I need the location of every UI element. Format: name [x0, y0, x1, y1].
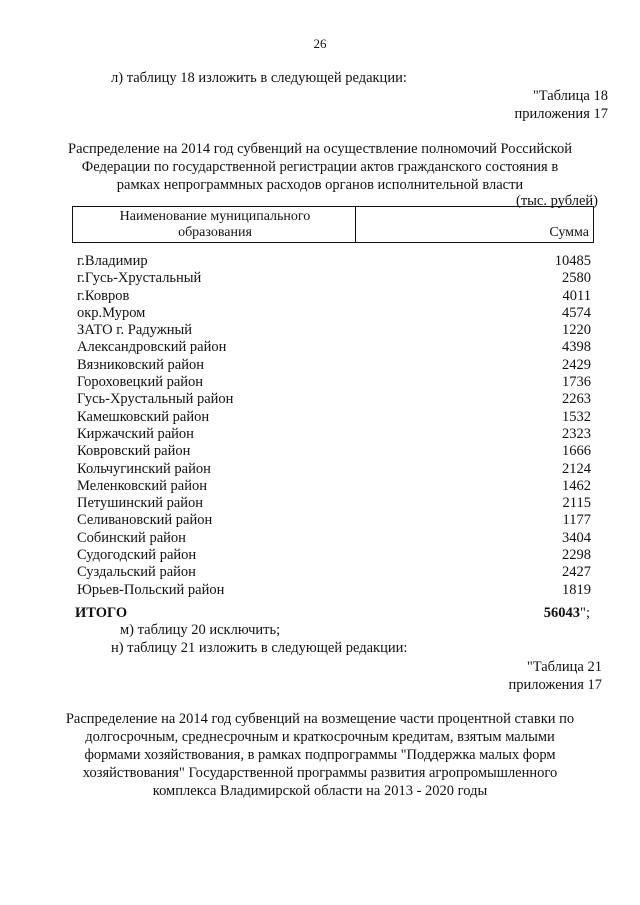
row-value: 2580: [562, 270, 591, 287]
title21-line3: формами хозяйствования, в рамках подпрограммы "Поддержка малых форм: [84, 747, 556, 763]
table-row: [77, 495, 591, 512]
table-row: [77, 288, 591, 305]
title21-line5: комплекса Владимирской области на 2013 - 2020 годы: [152, 783, 488, 799]
section-l: л) таблицу 18 изложить в следующей редакции:: [111, 70, 407, 86]
table-row: [77, 461, 591, 478]
row-name: окр.Муром: [77, 304, 146, 321]
table-row: [77, 253, 591, 270]
row-name: Петушинский район: [77, 495, 204, 512]
row-name: Гусь-Хрустальный район: [77, 391, 234, 408]
total-label: ИТОГО: [75, 605, 128, 621]
title18-line2: Федерации по государственной регистрации актов гражданского состояния в: [81, 159, 559, 175]
row-name: Александровский район: [77, 339, 227, 356]
row-value: 3404: [562, 529, 591, 546]
header-sum-cell: [356, 207, 594, 243]
header-name-line1: Наименование муниципального: [119, 209, 311, 224]
table-row: [77, 322, 591, 339]
row-value: 1177: [562, 512, 591, 529]
title21-line1: Распределение на 2014 год субвенций на возмещение части процентной ставки по: [65, 711, 575, 727]
row-value: 1819: [562, 581, 591, 598]
header-name-text: [73, 209, 357, 241]
row-value: 1532: [562, 408, 591, 425]
row-name: Селивановский район: [77, 512, 213, 529]
row-name: Гороховецкий район: [77, 374, 204, 391]
total-row: [75, 605, 590, 622]
table-row: [77, 305, 591, 322]
row-value: 2298: [562, 547, 591, 564]
row-value: 1666: [562, 443, 591, 460]
row-value: 4011: [562, 287, 591, 304]
row-name: Судогодский район: [77, 547, 197, 564]
table18-ref-line2: приложения 17: [514, 106, 608, 122]
table21-ref-line2: приложения 17: [508, 677, 602, 693]
row-value: 2263: [562, 391, 591, 408]
title18-line3: рамках непрограммных расходов органов исполнительной власти: [116, 177, 524, 193]
row-value: 2429: [562, 356, 591, 373]
section-m: м) таблицу 20 исключить;: [120, 622, 281, 638]
row-name: г.Гусь-Хрустальный: [77, 270, 202, 287]
table18-ref-line1: "Таблица 18: [532, 88, 608, 104]
row-value: 2323: [562, 425, 591, 442]
row-name: Суздальский район: [77, 564, 196, 581]
row-value: 4398: [562, 339, 591, 356]
row-value: 4574: [562, 304, 591, 321]
table-row: [77, 564, 591, 581]
row-value: 10485: [554, 253, 591, 269]
row-value: 2124: [562, 460, 591, 477]
table-row: [77, 409, 591, 426]
table-header: [72, 206, 594, 243]
title21-line2: долгосрочным, среднесрочным и краткосрочным кредитам, взятым малыми: [85, 729, 555, 745]
header-sum: Сумма: [549, 225, 589, 240]
table-row: [77, 478, 591, 495]
row-value: 1462: [562, 477, 591, 494]
table-row: [77, 339, 591, 356]
table-row: [77, 374, 591, 391]
row-value: 1220: [562, 322, 591, 339]
row-name: Вязниковский район: [77, 356, 204, 373]
table-row: [77, 426, 591, 443]
row-name: ЗАТО г. Радужный: [77, 322, 193, 339]
row-value: 1736: [562, 374, 591, 391]
table-row: [77, 270, 591, 287]
table-row: [77, 443, 591, 460]
table-body: [77, 253, 591, 599]
row-name: Юрьев-Польский район: [77, 581, 225, 598]
table-row: [77, 582, 591, 599]
table-row: [77, 391, 591, 408]
title18-line1: Распределение на 2014 год субвенций на осуществление полномочий Российской: [68, 141, 572, 157]
row-name: Кольчугинский район: [77, 460, 211, 477]
table-row: [77, 512, 591, 529]
row-name: Камешковский район: [77, 408, 210, 425]
total-tail: ";: [580, 605, 590, 621]
row-value: 2427: [562, 564, 591, 581]
total-value: 56043: [543, 605, 581, 621]
header-name-cell: [72, 207, 356, 243]
row-name: Киржачский район: [77, 425, 194, 442]
row-name: Меленковский район: [77, 477, 207, 494]
table21-ref-line1: "Таблица 21: [526, 659, 602, 675]
row-name: г.Ковров: [77, 287, 130, 304]
page-number: 26: [313, 36, 327, 51]
units-label: (тыс. рублей): [516, 193, 598, 209]
table-row: [77, 357, 591, 374]
table-row: [77, 547, 591, 564]
row-value: 2115: [562, 495, 591, 512]
section-n: н) таблицу 21 изложить в следующей редакции:: [111, 640, 408, 656]
title21-line4: хозяйствования" Государственной программы развития агропромышленного: [82, 765, 558, 781]
row-name: г.Владимир: [77, 253, 148, 269]
header-name-line2: образования: [178, 225, 252, 240]
table-row: [77, 530, 591, 547]
row-name: Собинский район: [77, 529, 186, 546]
row-name: Ковровский район: [77, 443, 191, 460]
